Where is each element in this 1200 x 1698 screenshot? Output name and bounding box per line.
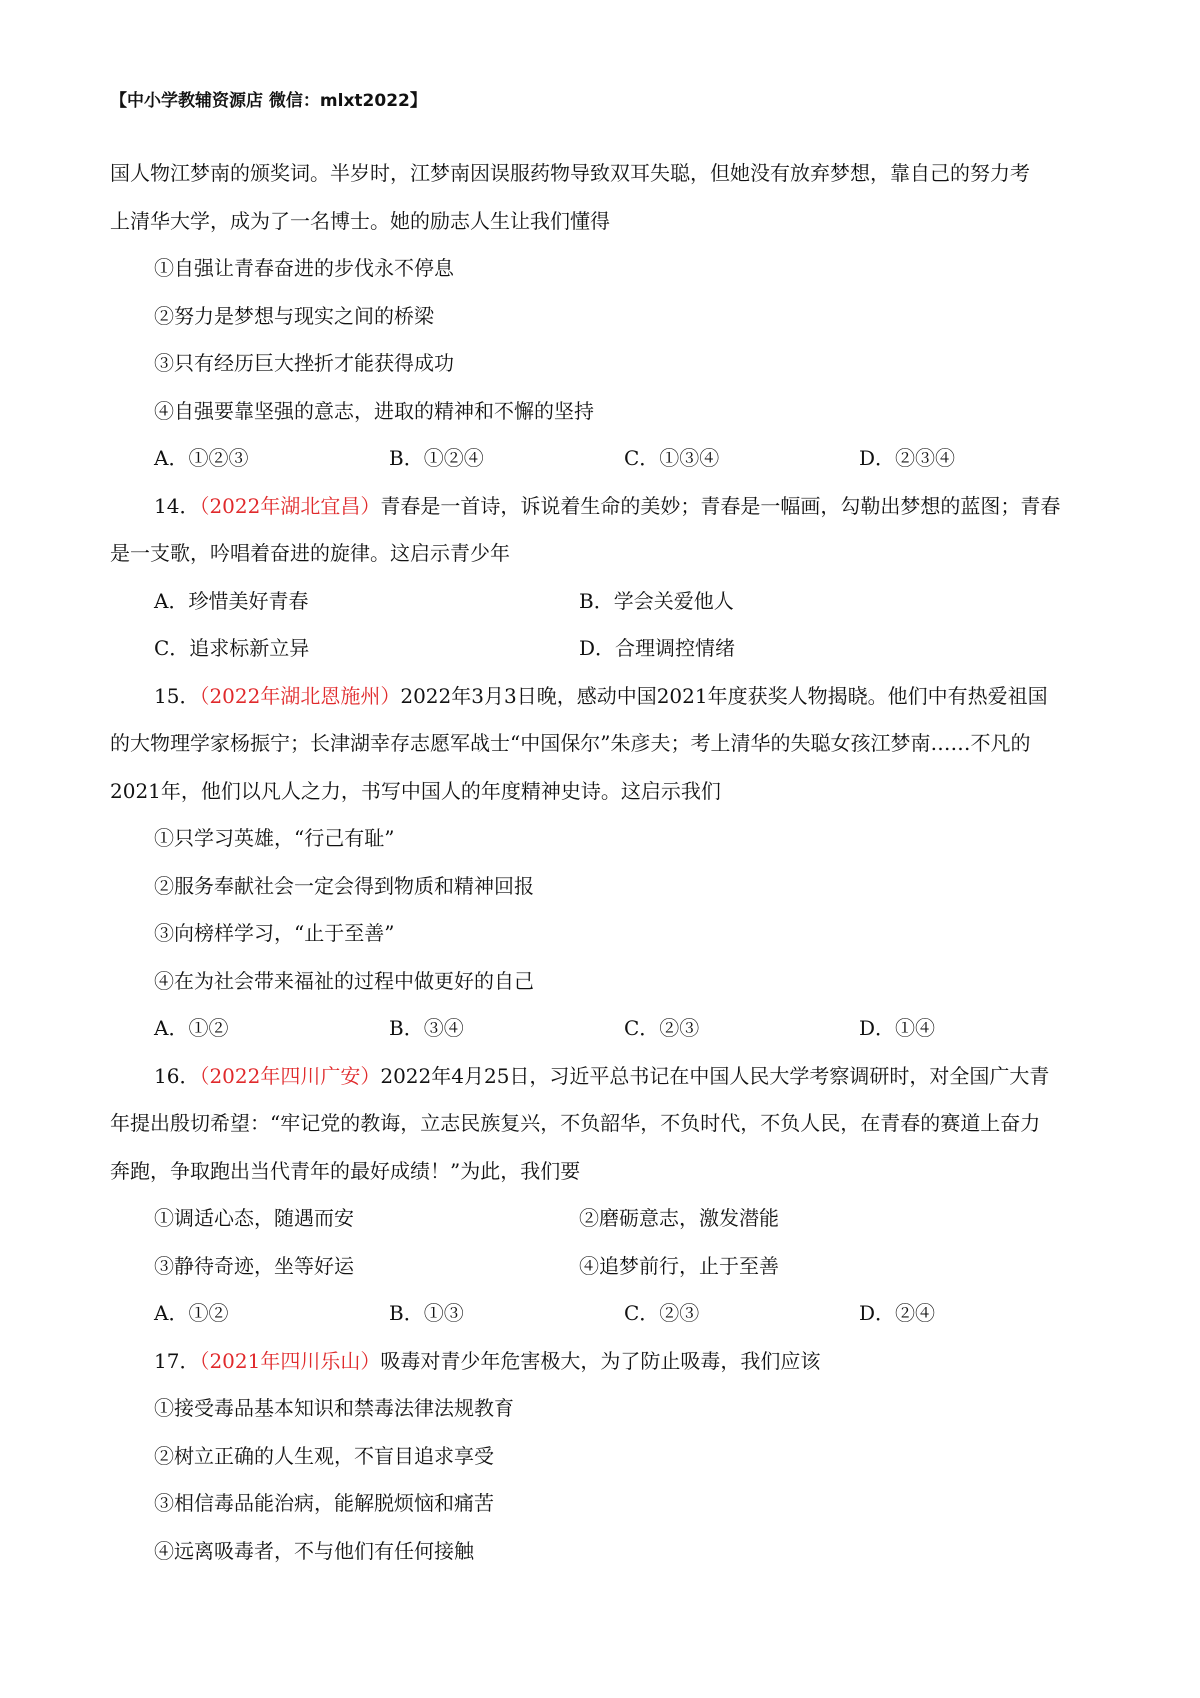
q16-items-row-2 — [110, 1243, 1100, 1291]
q16-item-3: ③静待奇迹，坐等好运 — [154, 1253, 354, 1278]
q16-item-1: ①调适心态，随遇而安 — [154, 1206, 354, 1230]
q16-number: 16． — [154, 1063, 200, 1088]
q14-options-row-1 — [110, 578, 1100, 626]
q15-options — [110, 1005, 1100, 1053]
q13-option-d: D．②③④ — [859, 446, 956, 470]
q14-stem-first: 青春是一首诗，诉说着生命的美妙；青春是一幅画，勾勒出梦想的蓝图；青春 — [380, 493, 1061, 518]
q13-options — [110, 435, 1100, 483]
q15-option-a: A．①② — [154, 1016, 229, 1040]
q15-stem-line-1 — [110, 673, 1100, 721]
q14-option-a: A．珍惜美好青春 — [154, 588, 309, 613]
q15-stem-line-2: 的大物理学家杨振宁；长津湖幸存志愿军战士“中国保尔”朱彦夫；考上清华的失聪女孩江梦南……不凡的 — [110, 731, 1031, 755]
q15-stem-first: 2022年3月3日晚，感动中国2021年度获奖人物揭晓。他们中有热爱祖国 — [400, 683, 1048, 708]
document-body — [110, 150, 1100, 1575]
page-header: 【中小学教辅资源店 微信：mlxt2022】 — [110, 91, 427, 111]
q15-item-3: ③向榜样学习，“止于至善” — [154, 921, 395, 945]
q14-number: 14． — [154, 493, 200, 518]
q16-option-b: B．①③ — [389, 1301, 464, 1325]
q17-item-2: ②树立正确的人生观，不盲目追求享受 — [154, 1443, 494, 1468]
q16-stem-line-3: 奔跑，争取跑出当代青年的最好成绩！”为此，我们要 — [110, 1158, 581, 1183]
q17-item-3: ③相信毒品能治病，能解脱烦恼和痛苦 — [154, 1491, 494, 1515]
q16-items-row-1 — [110, 1195, 1100, 1243]
q14-source: （2022年湖北宜昌） — [199, 493, 381, 518]
q16-options — [110, 1290, 1100, 1338]
q16-stem-line-1 — [110, 1053, 1100, 1101]
q16-option-c: C．②③ — [624, 1301, 700, 1325]
q15-number: 15． — [154, 683, 200, 708]
q14-option-d: D．合理调控情绪 — [579, 636, 736, 660]
q16-stem-line-2: 年提出殷切希望：“牢记党的教诲，立志民族复兴，不负韶华，不负时代，不负人民，在青春的赛道上奋力 — [110, 1111, 1041, 1135]
q16-source: （2022年四川广安） — [199, 1063, 381, 1088]
q15-stem-line-3: 2021年，他们以凡人之力，书写中国人的年度精神史诗。这启示我们 — [110, 778, 721, 803]
q13-item-3: ③只有经历巨大挫折才能获得成功 — [154, 351, 454, 375]
q16-item-2: ②磨砺意志，激发潜能 — [579, 1206, 779, 1230]
q17-item-4: ④远离吸毒者，不与他们有任何接触 — [154, 1538, 474, 1563]
q13-item-1: ①自强让青春奋进的步伐永不停息 — [154, 256, 454, 280]
q14-option-c: C．追求标新立异 — [154, 636, 310, 660]
q15-item-2: ②服务奉献社会一定会得到物质和精神回报 — [154, 873, 534, 898]
q15-item-4: ④在为社会带来福祉的过程中做更好的自己 — [154, 968, 534, 993]
q16-item-4: ④追梦前行，止于至善 — [579, 1253, 779, 1278]
q14-stem-line-1 — [110, 483, 1100, 531]
q17-stem-first: 吸毒对青少年危害极大，为了防止吸毒，我们应该 — [380, 1348, 821, 1373]
q15-source: （2022年湖北恩施州） — [199, 683, 401, 708]
q15-option-b: B．③④ — [389, 1016, 464, 1040]
q13-stem-line-1: 国人物江梦南的颁奖词。半岁时，江梦南因误服药物导致双耳失聪，但她没有放弃梦想，靠自己的努力考 — [110, 161, 1030, 185]
q13-option-a: A．①②③ — [154, 446, 249, 470]
q13-option-c: C．①③④ — [624, 446, 720, 470]
q14-stem-line-2: 是一支歌，吟唱着奋进的旋律。这启示青少年 — [110, 541, 510, 565]
q17-item-1: ①接受毒品基本知识和禁毒法律法规教育 — [154, 1396, 514, 1420]
q16-option-d: D．②④ — [859, 1301, 936, 1325]
q15-option-c: C．②③ — [624, 1016, 700, 1040]
q16-option-a: A．①② — [154, 1301, 229, 1325]
q13-option-b: B．①②④ — [389, 446, 484, 470]
q14-options-row-2 — [110, 625, 1100, 673]
q17-source: （2021年四川乐山） — [199, 1348, 381, 1373]
q14-option-b: B．学会关爱他人 — [579, 588, 734, 613]
q17-number: 17． — [154, 1348, 200, 1373]
q13-stem-line-2: 上清华大学，成为了一名博士。她的励志人生让我们懂得 — [110, 208, 610, 233]
q13-item-4: ④自强要靠坚强的意志，进取的精神和不懈的坚持 — [154, 398, 594, 423]
q13-item-2: ②努力是梦想与现实之间的桥梁 — [154, 303, 434, 328]
q17-stem-line-1 — [110, 1338, 1100, 1386]
q16-stem-first: 2022年4月25日，习近平总书记在中国人民大学考察调研时，对全国广大青 — [380, 1063, 1050, 1088]
q15-item-1: ①只学习英雄，“行己有耻” — [154, 826, 395, 850]
q15-option-d: D．①④ — [859, 1016, 936, 1040]
